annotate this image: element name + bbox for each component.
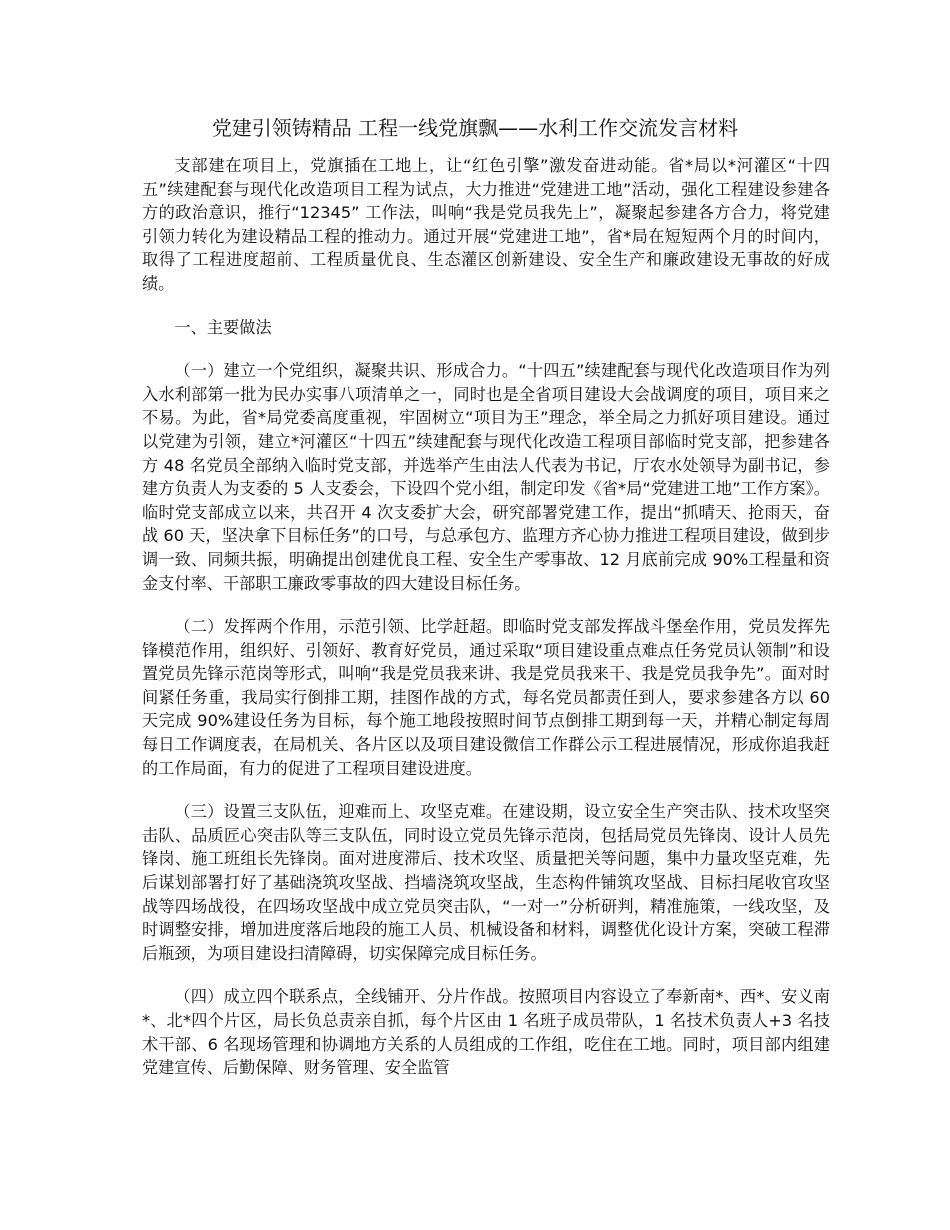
intro-paragraph: 支部建在项目上，党旗插在工地上，让“红色引擎”激发奋进动能。省*局以*河灌区“十四五”续建配套与现代化改造项目工程为试点，大力推进“党建进工地”活动，强化工程建设参建各方的政治意识，推行“12345” 工作法，叫响“我是党员我先上”，凝聚起参建各方合力，将党建引领力转化为建设精品工程的推动力。通过开展“党建进工地”，省*局在短短两个月的时间内，取得了工程进度超前、工程质量优良、生态灌区创新建设、安全生产和廉政建设无事故的好成绩。 <box>142 156 830 293</box>
section-heading: 一、主要做法 <box>174 317 272 337</box>
paragraph-establish-party-organization: （一）建立一个党组织，凝聚共识、形成合力。“十四五”续建配套与现代化改造项目作为列入水利部第一批为民办实事八项清单之一，同时也是全省项目建设大会战调度的项目，项目来之不易。为此，省*局党委高度重视，牢固树立“项目为王”理念，举全局之力抓好项目建设。通过以党建为引领，建立*河灌区“十四五”续建配套与现代化改造工程项目部临时党支部，把参建各方 48 名党员全部纳入临时党支部，并选举产生由法人代表为书记，厅农水处领导为副书记，参建方负责人为支委的 5 人支委会，下设四个党小组，制定印发《省*局“党建进工地”工作方案》。临时党支部成立以来，共召开 4 次支委扩大会，研究部署党建工作，提出“抓晴天、抢雨天，奋战 60 天，坚决拿下目标任务”的口号，与总承包方、监理方齐心协力推进工程项目建设，做到步调一致、同频共振，明确提出创建优良工程、安全生产零事故、12 月底前完成 90%工程量和资金支付率、干部职工廉政零事故的四大建设目标任务。 <box>142 361 830 593</box>
paragraph-two-roles: （二）发挥两个作用，示范引领、比学赶超。即临时党支部发挥战斗堡垒作用，党员发挥先锋模范作用，组织好、引领好、教育好党员，通过采取“项目建设重点难点任务党员认领制”和设置党员先锋示范岗等形式，叫响“我是党员我来讲、我是党员我来干、我是党员我争先”。面对时间紧任务重，我局实行倒排工期，挂图作战的方式，每名党员都责任到人，要求参建各方以 60 天完成 90%建设任务为目标，每个施工地段按照时间节点倒排工期到每一天，并精心制定每周每日工作调度表，在局机关、各片区以及项目建设微信工作群公示工程进展情况，形成你追我赶的工作局面，有力的促进了工程项目建设进度。 <box>142 617 830 778</box>
paragraph-four-contact-points: （四）成立四个联系点，全线铺开、分片作战。按照项目内容设立了奉新南*、西*、安义南*、北*四个片区，局长负总责亲自抓，每个片区由 1 名班子成员带队，1 名技术负责人+3 名技术干部、6 名现场管理和协调地方关系的人员组成的工作组，吃住在工地。同时，项目部内组建党建宣传、后勤保障、财务管理、安全监管 <box>142 987 830 1078</box>
document-body <box>142 154 830 1100</box>
paragraph-three-teams: （三）设置三支队伍，迎难而上、攻坚克难。在建设期，设立安全生产突击队、技术攻坚突击队、品质匠心突击队等三支队伍，同时设立党员先锋示范岗，包括局党员先锋岗、设计人员先锋岗、施工班组长先锋岗。面对进度滞后、技术攻坚、质量把关等问题，集中力量攻坚克难，先后谋划部署打好了基础浇筑攻坚战、挡墙浇筑攻坚战，生态构件铺筑攻坚战、目标扫尾收官攻坚战等四场战役，在四场攻坚战中成立党员突击队，“一对一”分析研判，精准施策，一线攻坚，及时调整安排，增加进度落后地段的施工人员、机械设备和材料，调整优化设计方案，突破工程滞后瓶颈，为项目建设扫清障碍，切实保障完成目标任务。 <box>142 802 830 963</box>
document-title: 党建引领铸精品 工程一线党旗飘——水利工作交流发言材料 <box>211 116 739 140</box>
